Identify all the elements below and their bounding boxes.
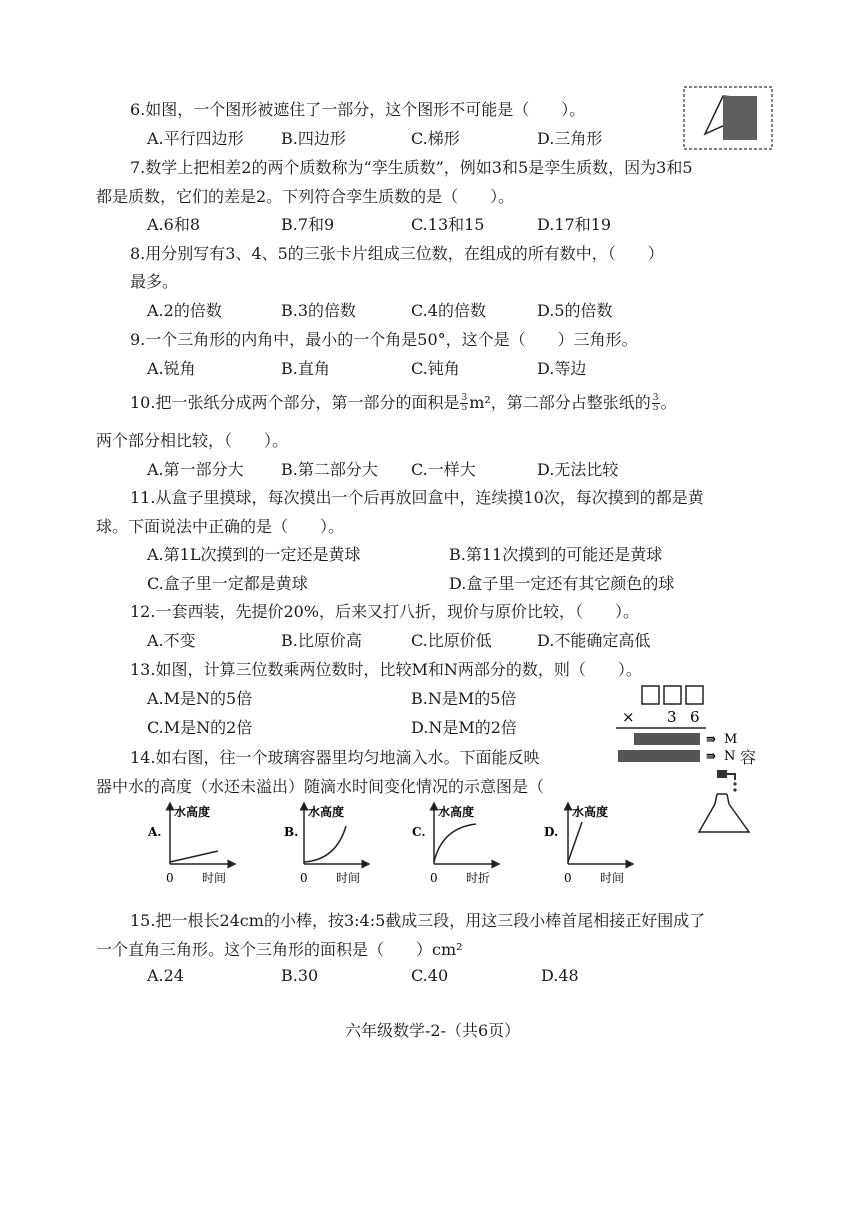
q11-option-c: C.盒子里一定都是黄球 [147, 574, 308, 593]
q10-fraction-second-numerator: 3 [652, 393, 659, 403]
graph-d-ylabel: 水高度 [572, 805, 609, 819]
graph-a-origin: 0 [166, 871, 174, 885]
q14-line1-trail: 容 [740, 748, 757, 767]
q10-text-part2: ，第二部分占整张纸的 [490, 393, 651, 412]
q9-option-c: C.钝角 [411, 359, 460, 378]
glass-container-icon [699, 804, 749, 832]
graph-b-letter: B. [284, 825, 299, 839]
graph-c [412, 804, 496, 885]
q6-covered-shape-figure [683, 86, 773, 150]
q9-option-b: B.直角 [281, 359, 330, 378]
q10-fraction-second [652, 394, 660, 413]
q8-option-d: D.5的倍数 [537, 301, 613, 320]
label-m: M [724, 732, 738, 747]
graph-a [147, 804, 232, 885]
q15-option-a: A.24 [147, 966, 184, 985]
graph-c-origin: 0 [430, 871, 438, 885]
digit-box [664, 686, 681, 704]
q6-option-d: D.三角形 [537, 129, 603, 148]
q13-option-c: C.M是N的2倍 [147, 718, 253, 737]
q11-line2: 球。下面说法中正确的是（ ）。 [96, 517, 345, 536]
faucet-icon [717, 770, 727, 778]
q7-option-b: B.7和9 [281, 215, 335, 234]
page-footer: 六年级数学-2-（共6页） [345, 1021, 521, 1040]
graph-d-letter: D. [544, 825, 559, 839]
q13-option-b: B.N是M的5倍 [411, 689, 517, 708]
arrow-n-icon: ⇛ [706, 749, 717, 763]
q10-text-part1: 10.把一张纸分成两个部分，第一部分的面积是 [130, 393, 460, 412]
graph-c-letter: C. [412, 825, 426, 839]
q7-line1: 7.数学上把相差2的两个质数称为“孪生质数”，例如3和5是孪生质数，因为3和5 [130, 158, 693, 177]
q10-unit: m² [469, 393, 491, 412]
q10-fraction-second-denominator: 5 [652, 403, 659, 413]
q10-end-mark: 。 [660, 393, 677, 412]
q11-option-d: D.盒子里一定还有其它颜色的球 [449, 574, 675, 593]
times-sign: × [622, 708, 635, 726]
graph-a-ylabel: 水高度 [174, 805, 211, 819]
q10-option-a: A.第一部分大 [147, 460, 244, 479]
label-n: N [724, 749, 736, 764]
q10-option-c: C.一样大 [411, 460, 476, 479]
q12-stem: 12.一套西装，先提价20%，后来又打八折，现价与原价比较，（ ）。 [130, 602, 640, 621]
q8-option-b: B.3的倍数 [281, 301, 357, 320]
q13-stem: 13.如图，计算三位数乘两位数时，比较M和N两部分的数，则（ ）。 [130, 660, 642, 679]
q9-option-a: A.锐角 [147, 359, 196, 378]
graph-b-xlabel: 时间 [336, 871, 361, 885]
q14-graph-options [140, 798, 670, 890]
q15-option-b: B.30 [281, 966, 319, 985]
q8-line1: 8.用分别写有3、4、5的三张卡片组成三位数，在组成的所有数中，（ ） [130, 244, 664, 263]
q10-line1 [130, 390, 677, 413]
q10-option-b: B.第二部分大 [281, 460, 378, 479]
graph-c-xlabel: 时折 [466, 871, 491, 885]
q13-option-d: D.N是M的2倍 [411, 718, 517, 737]
q11-option-a: A.第1L次摸到的一定还是黄球 [147, 545, 361, 564]
partial-product-n [618, 750, 700, 762]
q6-stem: 6.如图，一个图形被遮住了一部分，这个图形不可能是（ ）。 [130, 100, 586, 119]
graph-d [544, 804, 630, 885]
q10-fraction-first-denominator: 5 [461, 403, 468, 413]
graph-b-origin: 0 [300, 871, 308, 885]
q9-stem: 9.一个三角形的内角中，最小的一个角是50°，这个是（ ）三角形。 [130, 330, 638, 349]
q13-option-a: A.M是N的5倍 [147, 689, 253, 708]
q15-line2: 一个直角三角形。这个三角形的面积是（ ）cm² [96, 940, 463, 959]
q7-line2: 都是质数，它们的差是2。下列符合孪生质数的是（ ）。 [96, 187, 515, 206]
graph-c-curve [434, 824, 476, 862]
arrow-m-icon: ⇛ [706, 732, 717, 746]
q14-container-figure [695, 768, 757, 834]
q10-line2: 两个部分相比较，（ ）。 [96, 431, 289, 450]
q9-option-d: D.等边 [537, 359, 587, 378]
q12-option-b: B.比原价高 [281, 631, 362, 650]
q14-line2: 器中水的高度（水还未溢出）随滴水时间变化情况的示意图是（ [96, 777, 545, 796]
multiplier-digit-tens: 3 [667, 708, 677, 726]
graph-a-xlabel: 时间 [202, 871, 227, 885]
q12-option-d: D.不能确定高低 [537, 631, 651, 650]
graph-c-ylabel: 水高度 [438, 805, 475, 819]
q10-fraction-first-numerator: 3 [461, 393, 468, 403]
graph-a-curve [170, 851, 218, 862]
q12-option-c: C.比原价低 [411, 631, 492, 650]
graph-d-origin: 0 [564, 871, 572, 885]
q15-line1: 15.把一根长24cm的小棒，按3:4:5截成三段，用这三段小棒首尾相接正好围成了 [130, 911, 706, 930]
graph-b-ylabel: 水高度 [308, 805, 345, 819]
q8-option-c: C.4的倍数 [411, 301, 486, 320]
digit-box [686, 686, 703, 704]
graph-a-letter: A. [148, 825, 162, 839]
graph-d-xlabel: 时间 [600, 871, 625, 885]
partial-product-m [634, 733, 700, 745]
graph-b-curve [304, 826, 346, 862]
q11-option-b: B.第11次摸到的可能还是黄球 [449, 545, 663, 564]
q6-option-b: B.四边形 [281, 129, 346, 148]
q12-option-a: A.不变 [147, 631, 196, 650]
q7-option-a: A.6和8 [147, 215, 201, 234]
q15-option-c: C.40 [411, 966, 449, 985]
q8-line2: 最多。 [130, 272, 179, 291]
q7-option-c: C.13和15 [411, 215, 485, 234]
q14-line1: 14.如右图，往一个玻璃容器里均匀地滴入水。下面能反映 [130, 748, 540, 767]
q15-option-d: D.48 [541, 966, 579, 985]
q11-line1: 11.从盒子里摸球，每次摸出一个后再放回盒中，连续摸10次，每次摸到的都是黄 [130, 488, 704, 507]
q10-fraction-first [460, 394, 468, 413]
multiplier-digit-ones: 6 [690, 708, 700, 726]
q6-option-a: A.平行四边形 [147, 129, 244, 148]
graph-d-curve [568, 822, 582, 862]
q6-option-c: C.梯形 [411, 129, 460, 148]
q7-option-d: D.17和19 [537, 215, 612, 234]
q10-option-d: D.无法比较 [537, 460, 619, 479]
q8-option-a: A.2的倍数 [147, 301, 222, 320]
graph-b [284, 804, 366, 885]
digit-box [642, 686, 659, 704]
